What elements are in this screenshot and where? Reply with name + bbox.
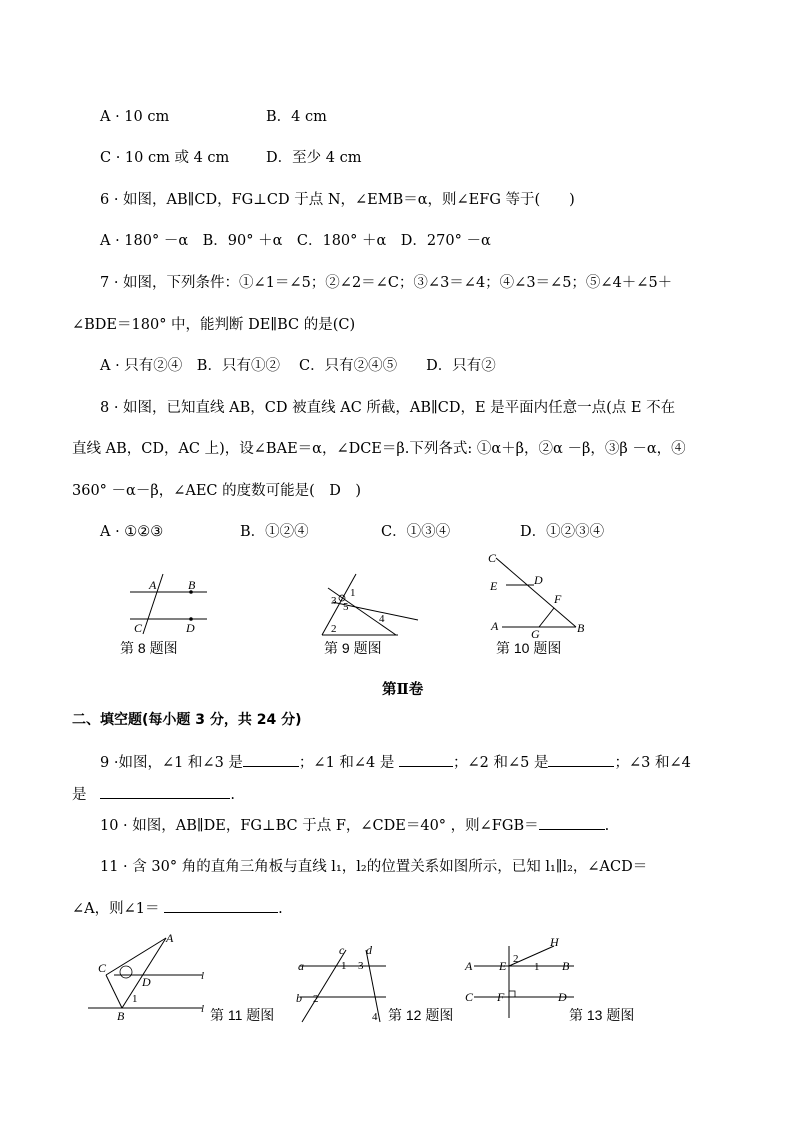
svg-text:D: D xyxy=(186,621,195,635)
svg-text:B: B xyxy=(577,621,585,635)
svg-text:l: l xyxy=(201,970,205,982)
svg-text:G: G xyxy=(531,627,540,641)
svg-text:a: a xyxy=(298,959,304,973)
q9-part1: 9 ·如图，∠1 和∠3 是 xyxy=(100,755,243,771)
q9-part5: 是 xyxy=(72,787,87,803)
q9-part3: ；∠2 和∠5 是 xyxy=(453,755,549,771)
q9-part4: ；∠3 和∠4 xyxy=(614,755,691,771)
svg-text:1: 1 xyxy=(350,587,356,599)
q7-options: A · 只有②④ B．只有①② C．只有②④⑤ D．只有② xyxy=(100,358,496,374)
q11-part2: ∠A，则∠1＝ xyxy=(72,901,160,917)
q10-part1: 10 · 如图，AB∥DE，FG⊥BC 于点 F，∠CDE＝40° ，则∠FGB＝ xyxy=(100,818,539,834)
q5-option-b: B．4 cm xyxy=(266,109,327,125)
svg-text:F: F xyxy=(497,990,505,1004)
q10-part2: . xyxy=(604,818,610,834)
section-heading: 二、填空题(每小题 3 分，共 24 分) xyxy=(72,712,302,728)
svg-text:5: 5 xyxy=(343,601,349,613)
figure-q8-caption: 第 8 题图 xyxy=(120,640,178,656)
svg-text:C: C xyxy=(465,990,474,1004)
svg-text:F: F xyxy=(554,592,562,606)
q5-option-d: D．至少 4 cm xyxy=(266,150,362,166)
q9-line2 xyxy=(72,784,235,805)
svg-text:1: 1 xyxy=(132,993,138,1005)
q11-part3: . xyxy=(278,901,283,917)
figure-q9-caption: 第 9 题图 xyxy=(324,640,382,656)
svg-text:D: D xyxy=(534,573,543,587)
q5-option-c: C · 10 cm 或 4 cm xyxy=(100,150,230,166)
svg-text:B: B xyxy=(562,959,570,973)
q9-blank-4[interactable] xyxy=(100,784,230,799)
svg-text:E: E xyxy=(490,579,498,593)
figure-q13 xyxy=(462,936,582,1030)
svg-text:b: b xyxy=(296,991,302,1005)
q9-blank-2[interactable] xyxy=(399,752,453,767)
q11-line2 xyxy=(72,898,283,919)
svg-text:A: A xyxy=(465,959,473,973)
figure-q11 xyxy=(86,932,216,1026)
q7-stem-line1: 7 · 如图，下列条件：①∠1＝∠5；②∠2＝∠C；③∠3＝∠4；④∠3＝∠5；⑤∠4＋∠5＋ xyxy=(100,275,673,291)
svg-text:3: 3 xyxy=(331,595,337,607)
svg-text:D: D xyxy=(142,975,151,989)
q9-part6: . xyxy=(230,787,235,803)
svg-text:l: l xyxy=(201,1003,205,1015)
q8-option-d: D．①②③④ xyxy=(520,524,605,540)
figure-q10-caption: 第 10 题图 xyxy=(496,640,562,656)
figure-q10 xyxy=(484,550,594,644)
svg-text:1: 1 xyxy=(341,960,347,972)
figure-q12-caption: 第 12 题图 xyxy=(388,1007,454,1023)
q7-stem-line2: ∠BDE＝180° 中，能判断 DE∥BC 的是(C) xyxy=(72,317,356,333)
figure-q12 xyxy=(294,940,394,1029)
q5-option-a: A · 10 cm xyxy=(100,109,170,125)
svg-text:E: E xyxy=(499,959,507,973)
q9-blank-3[interactable] xyxy=(548,752,614,767)
figure-q11-caption: 第 11 题图 xyxy=(210,1007,275,1023)
figure-q13-caption: 第 13 题图 xyxy=(569,1007,635,1023)
q11-line1: 11 · 含 30° 角的直角三角板与直线 l₁，l₂的位置关系如图所示，已知 l₁∥l₂，∠ACD＝ xyxy=(100,859,648,875)
svg-text:d: d xyxy=(366,943,372,957)
svg-text:2: 2 xyxy=(513,953,519,965)
q8-stem-line1: 8 · 如图，已知直线 AB，CD 被直线 AC 所截，AB∥CD，E 是平面内任意一点(点 E 不在 xyxy=(100,400,676,416)
svg-text:A: A xyxy=(149,578,157,592)
svg-text:2: 2 xyxy=(331,623,337,635)
q8-option-a: A · ①②③ xyxy=(100,524,164,540)
svg-text:C: C xyxy=(134,621,143,635)
svg-text:H: H xyxy=(550,935,559,949)
q8-stem-line3: 360° －α－β，∠AEC 的度数可能是( D ) xyxy=(72,483,362,499)
svg-text:A: A xyxy=(166,931,174,945)
q8-option-b: B．①②④ xyxy=(240,524,309,540)
svg-text:C: C xyxy=(488,551,497,565)
figure-q9 xyxy=(318,572,428,642)
q8-stem-line2: 直线 AB，CD，AC 上)，设∠BAE＝α，∠DCE＝β.下列各式: ①α＋β，②α －β，③β －α，④ xyxy=(72,441,686,457)
svg-text:C: C xyxy=(98,961,107,975)
svg-text:1: 1 xyxy=(534,961,540,973)
svg-text:4: 4 xyxy=(372,1011,378,1023)
svg-text:A: A xyxy=(491,619,499,633)
svg-text:B: B xyxy=(117,1009,125,1023)
q10-blank[interactable] xyxy=(539,815,605,830)
svg-text:D: D xyxy=(558,990,567,1004)
svg-text:B: B xyxy=(188,578,196,592)
svg-text:3: 3 xyxy=(358,960,364,972)
q6-options: A · 180° －α B．90° ＋α C．180° ＋α D．270° －α xyxy=(100,233,491,249)
volume-title: 第Ⅱ卷 xyxy=(382,681,424,698)
svg-text:c: c xyxy=(339,943,345,957)
q11-blank[interactable] xyxy=(164,898,278,913)
q9-blank-1[interactable] xyxy=(243,752,299,767)
svg-text:2: 2 xyxy=(313,993,319,1005)
q6-stem: 6 · 如图，AB∥CD，FG⊥CD 于点 N，∠EMB＝α，则∠EFG 等于( ) xyxy=(100,192,575,208)
q9-line1 xyxy=(100,752,691,773)
svg-text:4: 4 xyxy=(379,613,385,625)
q9-part2: ；∠1 和∠4 是 xyxy=(298,755,395,771)
q10-line xyxy=(100,815,609,836)
figure-q8 xyxy=(125,572,215,642)
q8-option-c: C．①③④ xyxy=(381,524,451,540)
